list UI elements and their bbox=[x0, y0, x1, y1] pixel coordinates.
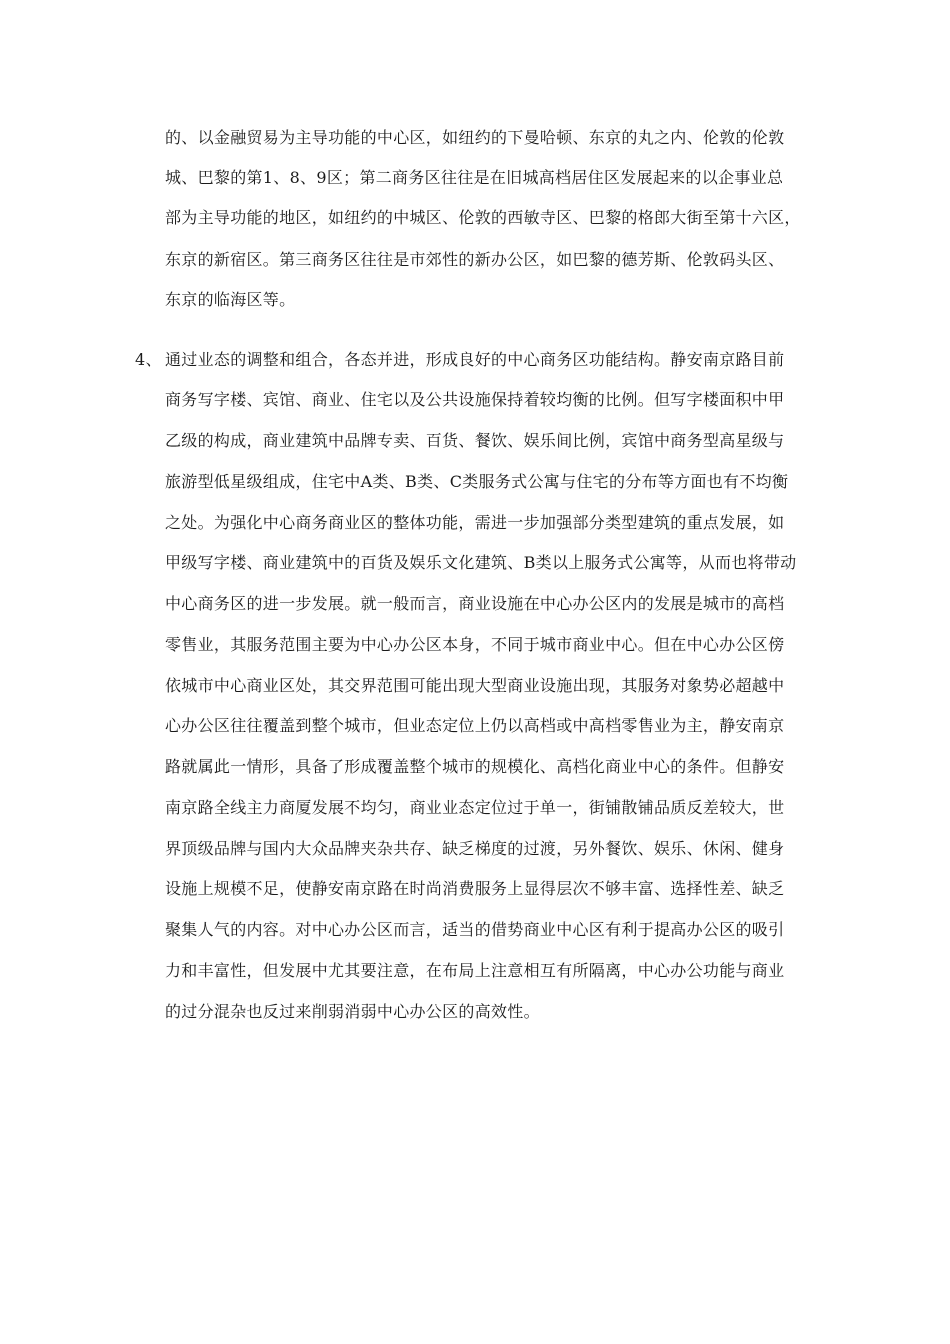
paragraph-line: 力和丰富性，但发展中尤其要注意，在布局上注意相互有所隔离，中心办公功能与商业 bbox=[165, 961, 785, 980]
paragraph-line: 路就属此一情形，具备了形成覆盖整个城市的规模化、高档化商业中心的条件。但静安 bbox=[165, 757, 785, 776]
paragraph-line: 心办公区往往覆盖到整个城市，但业态定位上仍以高档或中高档零售业为主，静安南京 bbox=[165, 716, 785, 735]
paragraph-line: 城、巴黎的第1、8、9区；第二商务区往往是在旧城高档居住区发展起来的以企事业总 bbox=[165, 168, 784, 187]
paragraph-line: 中心商务区的进一步发展。就一般而言，商业设施在中心办公区内的发展是城市的高档 bbox=[165, 594, 785, 613]
paragraph-line: 乙级的构成，商业建筑中品牌专卖、百货、餐饮、娱乐间比例，宾馆中商务型高星级与 bbox=[165, 431, 785, 450]
paragraph-line: 界顶级品牌与国内大众品牌夹杂共存、缺乏梯度的过渡，另外餐饮、娱乐、休闲、健身 bbox=[165, 839, 785, 858]
paragraph-line: 甲级写字楼、商业建筑中的百货及娱乐文化建筑、B类以上服务式公寓等，从而也将带动 bbox=[165, 553, 797, 572]
paragraph-line: 商务写字楼、宾馆、商业、住宅以及公共设施保持着较均衡的比例。但写字楼面积中甲 bbox=[165, 390, 785, 409]
list-item-number: 4、 bbox=[135, 350, 162, 369]
paragraph-line: 之处。为强化中心商务商业区的整体功能，需进一步加强部分类型建筑的重点发展，如 bbox=[165, 513, 785, 532]
paragraph-line: 旅游型低星级组成，住宅中A类、B类、C类服务式公寓与住宅的分布等方面也有不均衡 bbox=[165, 472, 789, 491]
paragraph-line: 设施上规模不足，使静安南京路在时尚消费服务上显得层次不够丰富、选择性差、缺乏 bbox=[165, 879, 785, 898]
paragraph-line: 东京的新宿区。第三商务区往往是市郊性的新办公区，如巴黎的德芳斯、伦敦码头区、 bbox=[165, 250, 785, 269]
paragraph-line: 依城市中心商业区处，其交界范围可能出现大型商业设施出现，其服务对象势必超越中 bbox=[165, 676, 785, 695]
paragraph-line: 南京路全线主力商厦发展不均匀，商业业态定位过于单一，街铺散铺品质反差较大，世 bbox=[165, 798, 785, 817]
paragraph-line: 部为主导功能的地区，如纽约的中城区、伦敦的西敏寺区、巴黎的格郎大街至第十六区， bbox=[165, 208, 801, 227]
paragraph-line: 的、以金融贸易为主导功能的中心区，如纽约的下曼哈顿、东京的丸之内、伦敦的伦敦 bbox=[165, 128, 785, 147]
paragraph-line: 零售业，其服务范围主要为中心办公区本身，不同于城市商业中心。但在中心办公区傍 bbox=[165, 635, 785, 654]
paragraph-line: 聚集人气的内容。对中心办公区而言，适当的借势商业中心区有利于提高办公区的吸引 bbox=[165, 920, 785, 939]
paragraph-line: 通过业态的调整和组合，各态并进，形成良好的中心商务区功能结构。静安南京路目前 bbox=[165, 350, 785, 369]
paragraph-line: 的过分混杂也反过来削弱消弱中心办公区的高效性。 bbox=[165, 1002, 540, 1021]
paragraph-line: 东京的临海区等。 bbox=[165, 290, 296, 309]
